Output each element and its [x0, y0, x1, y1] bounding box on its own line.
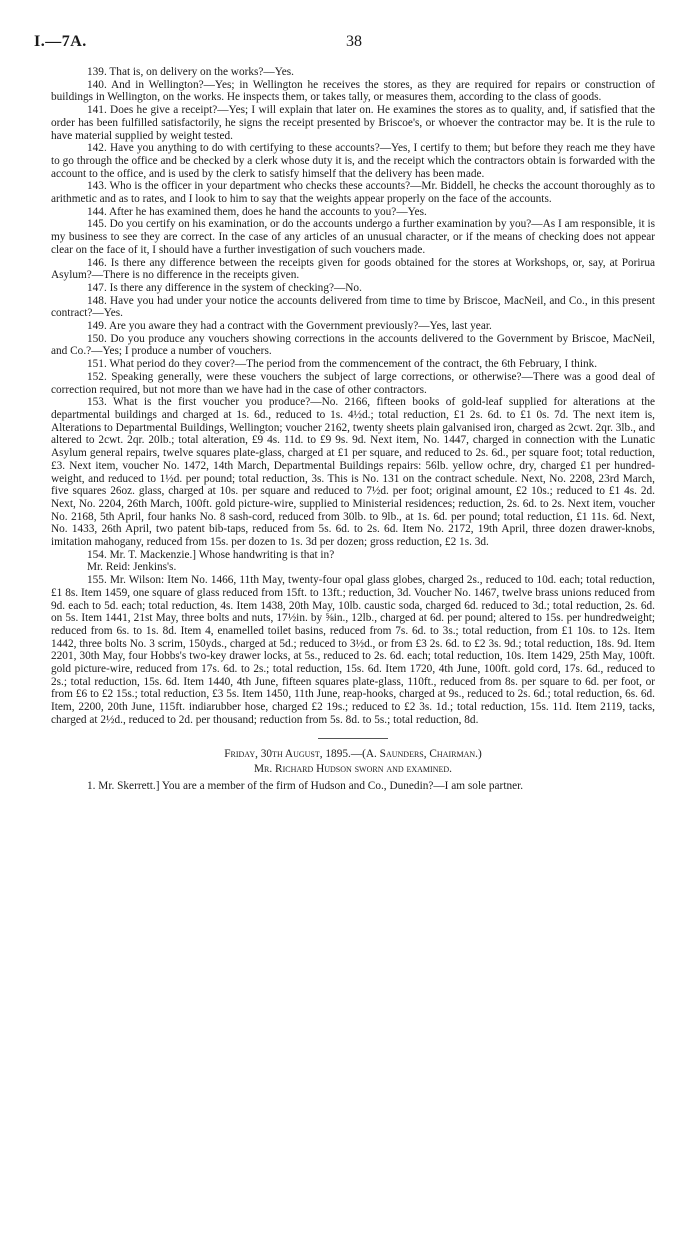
paragraph-141: 141. Does he give a receipt?—Yes; I will explain that later on. He examines the stores as to quality, and, if satisfied that the order has been fulfilled satisfactorily, he signs the receipt presented by Briscoe's, or whoever the contractor may be. It is the rule to have material supplied by weight tested.: [51, 104, 655, 142]
paragraph-152: 152. Speaking generally, were these vouchers the subject of large corrections, or otherwise?—There was a good deal of correction required, but not more than we have had in the case of other contractors.: [51, 370, 655, 396]
document-reference: I.—7A.: [34, 33, 87, 50]
paragraph-143: 143. Who is the officer in your department who checks these accounts?—Mr. Biddell, he checks the account thoroughly as to arithmetic and as to rates, and I look to him to say that the weights appear properly on the face of the accounts.: [51, 180, 655, 206]
document-body: [51, 66, 655, 793]
paragraph-155: 155. Mr. Wilson: Item No. 1466, 11th May, twenty-four opal glass globes, charged 2s., reduced to 10d. each; total reduction, £1 8s. Item 1459, one square of glass reduced from 15ft. to 13ft.; reduction, 3d. Voucher No. 1467, twelve brass unions reduced from 9d. each to 5d. each; total reduction, 4s. Item 1438, 20th May, 10lb. caustic soda, charged 6d. reduced to 3d.; total reduction, 2s. 6d. on 5s. Item 1441, 21st May, three bolts and nuts, 17½in. by ⅝in., 12lb., charged at 6d. per pound; altered to 15s. per hundredweight; reduced from 6s. to 1s. 8d. Item 4, enamelled toilet basins, reduced from 7s. 6d. to 3s.; total reduction, from £1 10s. to 12s. Item 1442, three bolts No. 3 scrim, 150yds., charged at 5d.; reduced to 3½d., or from £3 2s. 6d. to £2 3s. 9d.; total reduction, 18s. 9d. Item 2201, 30th May, four Hobbs's two-key drawer locks, at 5s., reduced to 2s. 6d. each; total reduction, 10s. Item 1429, 25th May, 100ft. gold picture-wire, reduced from 17s. 6d. to 2s.; total reduction, 15s. 6d. Item 1720, 4th June, 100ft. gold cord, 17s. 6d., reduced to 2s.; total reduction, 15s. 6d. Item 1440, 4th June, fifteen squares plate-glass, 110ft., reduced from 8s. per square to 6d. per foot, or from £6 to £2 15s.; total reduction, £3 5s. Item 1450, 11th June, reap-hooks, charged at 9s., reduced to 2s. 6d.; total reduction, 6s. 6d. Item, 2200, 20th June, 115ft. indiarubber hose, charged £2 19s.; reduced to £2 3s. 1d.; total reduction, 15s. 11d. Item 2119, tacks, charged at 2½d., reduced to 2d. per thousand; reduction from 5s. 8d. to 5s.; total reduction, 8d.: [51, 574, 655, 726]
paragraph-139: 139. That is, on delivery on the works?—Yes.: [87, 66, 294, 78]
paragraph-154-question: 154. Mr. T. Mackenzie.] Whose handwriting is that in?: [87, 548, 335, 561]
paragraph-144: 144. After he has examined them, does he hand the accounts to you?—Yes.: [87, 205, 427, 218]
paragraph-151: 151. What period do they cover?—The period from the commencement of the contract, the 6th February, I think.: [87, 358, 598, 371]
page-number: 38: [346, 33, 362, 50]
paragraph-145: 145. Do you certify on his examination, or do the accounts undergo a further examination by you?—As I am responsible, it is my business to see they are correct. In the case of any articles of an unusual character, or if the means of checking does not appear clear on the face of it, I should have a further investigation of such vouchers made.: [51, 218, 655, 256]
paragraph-1: 1. Mr. Skerrett.] You are a member of the firm of Hudson and Co., Dunedin?—I am sole partner.: [87, 779, 524, 792]
section-divider: [318, 738, 388, 739]
paragraph-147: 147. Is there any difference in the system of checking?—No.: [87, 281, 362, 294]
paragraph-154-answer: Mr. Reid: Jenkins's.: [87, 561, 177, 574]
page-header: [34, 33, 654, 53]
paragraph-146: 146. Is there any difference between the receipts given for goods obtained for the stores at Workshops, or, say, at Porirua Asylum?—There is no difference in the receipts given.: [51, 256, 655, 282]
paragraph-149: 149. Are you aware they had a contract with the Government previously?—Yes, last year.: [87, 320, 492, 333]
witness-line: Mr. Richard Hudson sworn and examined.: [254, 763, 452, 776]
paragraph-150: 150. Do you produce any vouchers showing corrections in the accounts delivered to the Government by Briscoe, MacNeil, and Co.?—Yes; I produce a number of vouchers.: [51, 332, 655, 358]
paragraph-142: 142. Have you anything to do with certifying to these accounts?—Yes, I certify to them; but before they reach me they have to go through the office and be checked by a clerk whose duty it is, and the receipt which the contractors obtain is forwarded with the account to the office, and is used by the clerk to satisfy himself that the delivery has been made.: [51, 142, 655, 180]
paragraph-148: 148. Have you had under your notice the accounts delivered from time to time by Briscoe, MacNeil, and Co., in this present contract?—Yes.: [51, 294, 655, 320]
paragraph-140: 140. And in Wellington?—Yes; in Wellington he receives the stores, as they are required for repairs or construction of buildings in Wellington, on the works. He inspects them, or takes tally, or measures them, according to the class of goods.: [51, 78, 655, 104]
paragraph-153: 153. What is the first voucher you produce?—No. 2166, fifteen books of gold-leaf supplied for alterations at the departmental buildings and charged at 1s. 6d., reduced to 1s. 4½d.; total reduction, £1 2s. 6d. to £1 0s. 7d. The next item is, Alterations to Departmental Buildings, Wellington; voucher 2162, twenty sheets plain galvanised iron, charged as 2cwt. 2qr. 3lb., and altered to 2cwt. 2qr. 20lb.; total alteration, £9 4s. 11d. to £9 9s. 9d. Next item, No. 1447, charged in connection with the Lunatic Asylum general repairs, twelve squares plate-glass, charged at £1 per square, and reduced to 2s. 6d., per square foot; total reduction, £3. Next item, voucher No. 1472, 14th March, Departmental Buildings repairs: 56lb. yellow ochre, dry, charged £1 per hundred-weight, and reduced to 1½d. per pound; total reduction, 3s. This is No. 131 on the contract schedule. Next, No. 2208, 23rd March, five squares 26oz. glass, charged at 10s. per square and reduced to 7½d. per foot; original amount, £2 10s.; reduced to £1 4s. 2d. Next, No. 2204, 26th March, 100ft. gold picture-wire, supplied to Ministerial residences; reduction, 2s. 6d. to 2s. Next item, voucher No. 2168, 5th April, four hanks No. 8 sash-cord, reduced from 30lb. to 9lb., at 1s. 6d. per pound; total reduction, £1 11s. 6d. Next, No. 1433, 26th April, two patent bib-taps, reduced from 5s. 6d. to 2s. 6d. Item No. 2172, 19th April, three dozen drawer-knobs, imitation mahogany, reduced from 15s. per dozen to 1s. 3d per dozen; gross reduction, £2 1s. 3d.: [51, 396, 655, 549]
session-date-line: Friday, 30th August, 1895.—(A. Saunders, Chairman.): [224, 747, 482, 760]
